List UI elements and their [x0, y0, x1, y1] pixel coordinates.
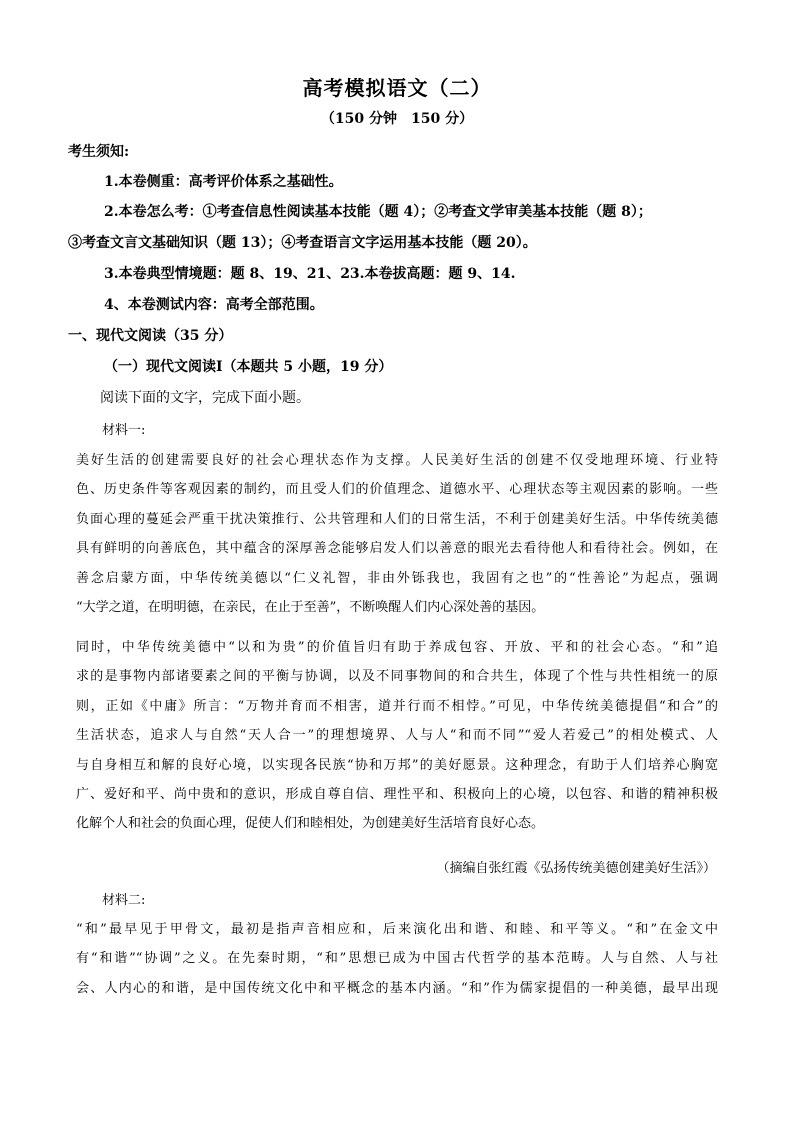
text-line: 具有鲜明的向善底色，其中蕴含的深厚善念能够启发人们以善意的眼光去看待他人和看待社会。例如，在 [76, 541, 718, 557]
text-line: 与自身相互和解的良好心境，以实现各民族“协和万邦”的美好愿景。这种理念，有助于人们培养心胸宽 [76, 757, 718, 773]
text-line: 则，正如《中庸》所言：“万物并育而不相害，道并行而不相悖。”可见，中华传统美德提倡“和合”的 [76, 698, 718, 714]
text-line: “大学之道，在明明德，在亲民，在止于至善”，不断唤醒人们内心深处善的基因。 [76, 600, 545, 616]
notice-item-4: 4、本卷测试内容：高考全部范围。 [104, 297, 324, 313]
notice-item-1: 1.本卷侧重：高考评价体系之基础性。 [104, 174, 343, 190]
text-line: 美好生活的创建需要良好的社会心理状态作为支撑。人民美好生活的创建不仅受地理环境、行业特 [76, 453, 718, 468]
notice-item-2: 2.本卷怎么考：①考查信息性阅读基本技能（题 4）；②考查文学审美基本技能（题 8）； [104, 204, 652, 220]
text-line: “和”最早见于甲骨文，最初是指声音相应和，后来演化出和谐、和睦、和平等义。“和”在金文中 [76, 922, 718, 937]
notice-heading: 考生须知: [68, 144, 130, 160]
notice-item-3: 3.本卷典型情境题：题 8、19、21、23.本卷拔高题：题 9、14. [104, 266, 516, 282]
notice-item-2-cont: ③考查文言文基础知识（题 13）；④考查语言文字运用基本技能（题 20）。 [68, 235, 537, 251]
text-line: 会、人内心的和谐，是中国传统文化中和平概念的基本内涵。“和”作为儒家提倡的一种美德，最早出现 [76, 980, 718, 996]
exam-title: 高考模拟语文（二） [302, 76, 492, 100]
material-1-label: 材料一: [102, 423, 146, 438]
material-1-source: （摘编自张红霞《弘扬传统美德创建美好生活》） [436, 861, 716, 876]
text-line: 负面心理的蔓延会严重干扰决策推行、公共管理和人们的日常生活，不利于创建美好生活。中华传统美德 [76, 511, 718, 527]
text-line: 化解个人和社会的负面心理，促使人们和睦相处，为创建美好生活培育良好心态。 [76, 816, 545, 832]
text-line: 求的是事物内部诸要素之间的平衡与协调，以及不同事物间的和合共生，体现了个性与共性相统一的原 [76, 669, 718, 685]
material-1-paragraph-2 [76, 633, 718, 839]
material-2-paragraph-1 [76, 915, 718, 1003]
reading-instruction: 阅读下面的文字，完成下面小题。 [100, 390, 310, 406]
exam-duration-score: （150 分钟 150 分） [320, 111, 474, 127]
sub-section-heading: （一）现代文阅读Ⅰ（本题共 5 小题，19 分） [104, 359, 393, 375]
text-line: 生活状态，追求人与自然“天人合一”的理想境界、人与人“和而不同”“爱人若爱己”的相处模式、人 [76, 728, 718, 744]
text-line: 色、历史条件等客观因素的制约，而且受人们的价值理念、道德水平、心理状态等主观因素的影响。一些 [76, 482, 718, 498]
text-line: 善念启蒙方面，中华传统美德以“仁义礼智，非由外铄我也，我固有之也”的“性善论”为起点，强调 [76, 570, 718, 586]
material-1-paragraph-1 [76, 446, 718, 622]
text-line: 同时，中华传统美德中“以和为贵”的价值旨归有助于养成包容、开放、平和的社会心态。“和”追 [76, 640, 718, 655]
text-line: 有“和谐”“协调”之义。在先秦时期，“和”思想已成为中国古代哲学的基本范畴。人与自然、人与社 [76, 951, 718, 967]
material-2-label: 材料二: [102, 893, 146, 908]
text-line: 广、爱好和平、尚中贵和的意识，形成自尊自信、理性平和、积极向上的心境，以包容、和谐的精神积极 [76, 787, 718, 803]
section-heading: 一、现代文阅读（35 分） [68, 328, 233, 344]
